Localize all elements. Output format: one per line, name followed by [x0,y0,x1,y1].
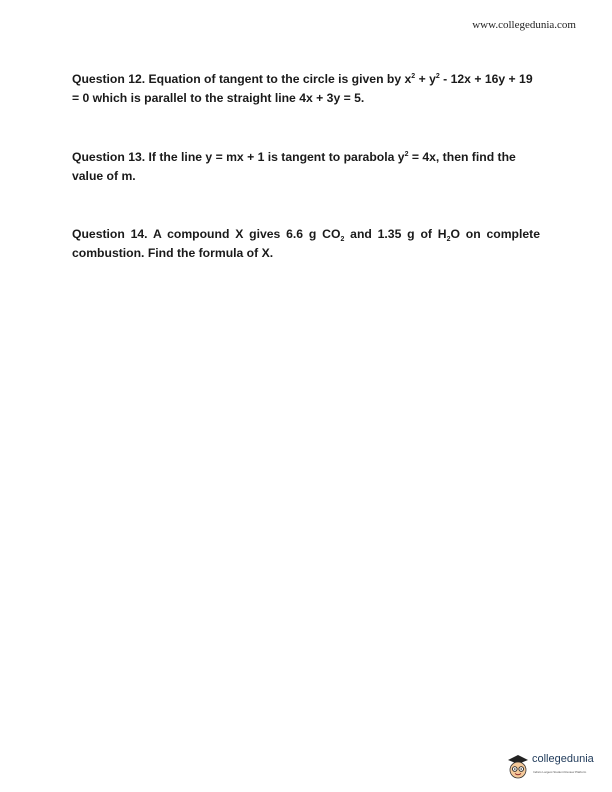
logo-tagline: India's Largest Student Review Platform [533,770,587,774]
question-14 [72,225,540,263]
question-number: Question 14. [72,227,148,241]
question-text: A compound X gives 6.6 g CO [147,227,341,241]
subscript: 2 [446,236,451,243]
question-number: Question 12. [72,72,146,86]
collegedunia-logo [506,752,606,784]
question-text: - 12x + 16y + 19 = 0 which is parallel to the straight line 4x + 3y = 5. [72,72,533,105]
question-text: O on complete combustion. Find the formula of X. [72,227,540,260]
question-text: Equation of tangent to the circle is given by x [145,72,412,86]
superscript: 2 [411,73,416,80]
superscript: 2 [435,73,440,80]
question-13 [72,148,540,186]
subscript: 2 [340,236,345,243]
logo-wordmark: collegedunia [532,753,594,765]
question-text: = 4x, then find the value of m. [72,150,516,183]
header-url: www.collegedunia.com [472,19,576,31]
question-text: and 1.35 g of H [344,227,447,241]
question-12 [72,70,540,108]
superscript: 2 [404,151,409,158]
question-number: Question 13. [72,150,146,164]
question-text: If the line y = mx + 1 is tangent to parabola y [145,150,405,164]
mascot-icon [506,752,530,782]
question-text: + y [415,72,436,86]
